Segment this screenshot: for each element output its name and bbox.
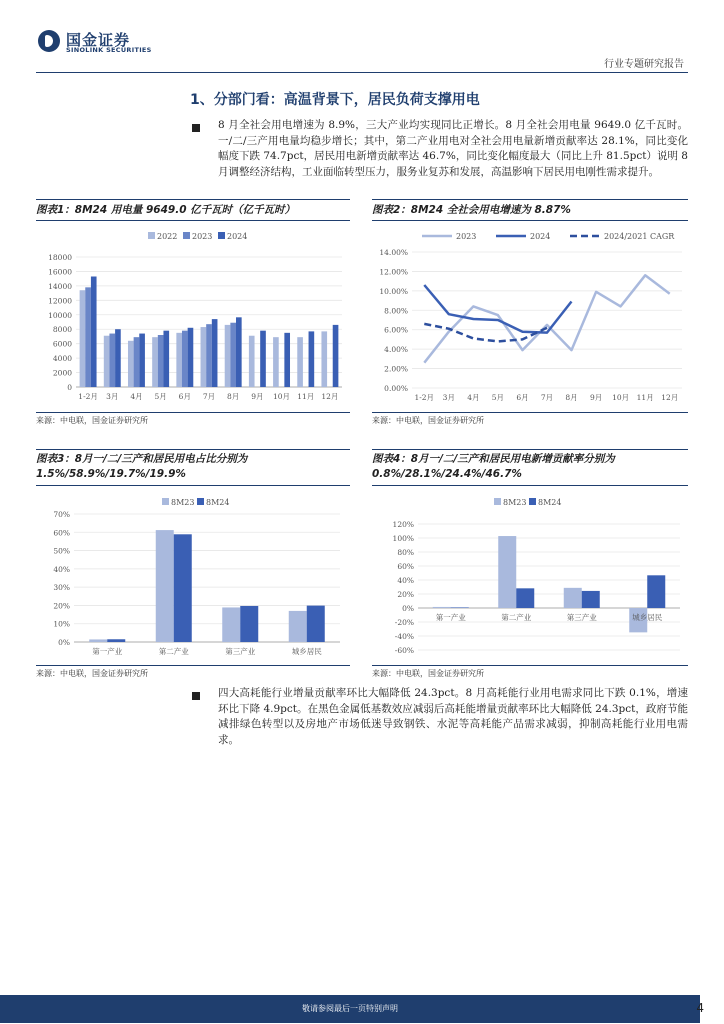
x-tick-label: 第一产业 bbox=[435, 613, 466, 622]
x-tick-label: 第二产业 bbox=[501, 613, 532, 622]
y-tick-label: 10.00% bbox=[379, 286, 408, 296]
bar-2022-7月 bbox=[201, 327, 207, 387]
x-tick-label: 6月 bbox=[516, 393, 529, 402]
y-tick-label: 12000 bbox=[48, 296, 72, 306]
x-tick-label: 12月 bbox=[661, 393, 679, 402]
legend-label-2: 2024/2021 CAGR bbox=[604, 232, 675, 241]
bar-8M23-第一产业 bbox=[89, 639, 107, 642]
bar-2022-6月 bbox=[176, 333, 182, 387]
bar-8M23-城乡居民 bbox=[289, 611, 307, 642]
bar-2022-4月 bbox=[128, 341, 134, 387]
y-tick-label: 2.00% bbox=[384, 364, 408, 374]
legend-swatch-1 bbox=[529, 498, 536, 505]
y-tick-label: 10000 bbox=[48, 310, 72, 320]
y-tick-label: 10% bbox=[53, 619, 70, 629]
x-tick-label: 5月 bbox=[491, 393, 505, 402]
fig4-top-rule bbox=[372, 449, 688, 450]
bar-2022-10月 bbox=[273, 337, 279, 387]
legend-label-2: 2024 bbox=[227, 232, 248, 241]
y-tick-label: 8000 bbox=[52, 325, 72, 335]
fig3-source-rule bbox=[36, 665, 350, 666]
footer-disclaimer-link[interactable]: 敬请参阅最后一页特别声明 bbox=[302, 1004, 398, 1013]
bar-2023-1-2月 bbox=[85, 287, 91, 387]
bar-2024-7月 bbox=[212, 319, 218, 387]
x-tick-label: 第三产业 bbox=[225, 647, 256, 656]
x-tick-label: 第一产业 bbox=[92, 647, 123, 656]
legend-label-1: 8M24 bbox=[538, 498, 562, 507]
bar-2024-1-2月 bbox=[91, 277, 97, 388]
bar-2024-9月 bbox=[260, 331, 266, 387]
bar-8M23-第一产业 bbox=[433, 607, 451, 608]
chart-contribution-by-sector bbox=[372, 490, 688, 664]
y-tick-label: 18000 bbox=[48, 253, 72, 262]
x-tick-label: 4月 bbox=[467, 393, 480, 402]
x-tick-label: 6月 bbox=[178, 392, 191, 401]
y-tick-label: 14000 bbox=[48, 281, 72, 291]
fig2-bottom-rule bbox=[372, 220, 688, 221]
x-tick-label: 1-2月 bbox=[78, 392, 98, 401]
y-tick-label: 14.00% bbox=[379, 248, 408, 257]
y-tick-label: 0% bbox=[402, 604, 414, 613]
bar-8M23-第三产业 bbox=[222, 607, 240, 642]
bar-2023-7月 bbox=[206, 324, 212, 387]
x-tick-label: 10月 bbox=[612, 393, 630, 402]
bar-8M24-第二产业 bbox=[174, 534, 192, 642]
bar-2022-5月 bbox=[152, 337, 158, 387]
chart-monthly-consumption bbox=[36, 224, 350, 410]
x-tick-label: 7月 bbox=[202, 392, 216, 401]
fig1-title: 图表1：8M24 用电量 9649.0 亿千瓦时（亿千瓦时） bbox=[36, 204, 296, 216]
legend-label-1: 8M24 bbox=[206, 498, 230, 507]
bar-2024-4月 bbox=[139, 334, 145, 387]
bar-2024-3月 bbox=[115, 329, 121, 387]
legend-label-1: 2024 bbox=[530, 232, 551, 241]
legend-swatch-2 bbox=[218, 232, 225, 239]
fig1-source-rule bbox=[36, 412, 350, 413]
y-tick-label: 12.00% bbox=[379, 267, 408, 277]
fig3-bottom-rule bbox=[36, 485, 350, 486]
y-tick-label: 0.00% bbox=[384, 384, 408, 393]
bar-8M24-第一产业 bbox=[451, 607, 469, 608]
bar-2024-6月 bbox=[188, 328, 194, 387]
bar-8M24-第三产业 bbox=[582, 591, 600, 608]
bar-8M24-第一产业 bbox=[107, 639, 125, 642]
bar-2024-5月 bbox=[163, 331, 169, 387]
bar-2024-11月 bbox=[309, 331, 315, 387]
x-tick-label: 9月 bbox=[251, 392, 264, 401]
bar-8M23-第二产业 bbox=[498, 536, 516, 608]
x-tick-label: 11月 bbox=[297, 392, 315, 401]
x-tick-label: 10月 bbox=[273, 392, 291, 401]
x-tick-label: 3月 bbox=[442, 393, 455, 402]
bar-2023-3月 bbox=[109, 334, 115, 387]
y-tick-label: 16000 bbox=[48, 267, 72, 277]
legend-label-1: 2023 bbox=[192, 232, 213, 241]
x-tick-label: 4月 bbox=[130, 392, 143, 401]
x-tick-label: 第三产业 bbox=[566, 613, 597, 622]
x-tick-label: 7月 bbox=[540, 393, 554, 402]
fig1-bottom-rule bbox=[36, 220, 350, 221]
fig4-bottom-rule bbox=[372, 485, 688, 486]
bar-2023-4月 bbox=[134, 337, 140, 387]
y-tick-label: 8.00% bbox=[384, 306, 408, 316]
bar-8M23-第三产业 bbox=[564, 588, 582, 608]
legend-swatch-1 bbox=[197, 498, 204, 505]
bar-2022-3月 bbox=[104, 336, 110, 387]
fig4-source-rule bbox=[372, 665, 688, 666]
document-type: 行业专题研究报告 bbox=[604, 59, 684, 70]
y-tick-label: -40% bbox=[394, 632, 414, 641]
y-tick-label: 30% bbox=[53, 583, 70, 593]
bar-8M23-第二产业 bbox=[156, 530, 174, 642]
x-tick-label: 8月 bbox=[227, 392, 240, 401]
paragraph-high-energy: 四大高耗能行业增量贡献率环比大幅降低 24.3pct。8 月高耗能行业用电需求同比下跌 0.1%，增速环比下降 4.9pct。在黑色金属低基数效应减弱后高耗能增量贡献率环比大幅降低 24.3pct，政府节能减排绿色转型以及房地产市场低迷导致钢铁、水泥等高耗能产品需求减弱，抑制高耗能行业用电需求。 bbox=[218, 687, 688, 746]
bullet-square-icon bbox=[192, 692, 200, 700]
fig2-top-rule bbox=[372, 199, 688, 200]
x-tick-label: 城乡居民 bbox=[291, 647, 322, 656]
y-tick-label: 2000 bbox=[52, 368, 72, 378]
bar-2023-6月 bbox=[182, 331, 188, 387]
bar-8M24-第二产业 bbox=[516, 588, 534, 608]
x-tick-label: 11月 bbox=[636, 393, 654, 402]
x-tick-label: 第二产业 bbox=[158, 647, 189, 656]
y-tick-label: 6.00% bbox=[384, 325, 408, 335]
section-title: 1、分部门看：高温背景下，居民负荷支撑用电 bbox=[190, 92, 480, 108]
y-tick-label: 20% bbox=[397, 590, 414, 599]
y-tick-label: 40% bbox=[397, 576, 414, 585]
x-tick-label: 3月 bbox=[106, 392, 119, 401]
fig1-source: 来源：中电联，国金证券研究所 bbox=[36, 416, 148, 425]
page-number: 4 bbox=[696, 1001, 704, 1015]
legend-label-0: 8M23 bbox=[503, 498, 527, 507]
chart-growth-rate bbox=[372, 224, 688, 410]
bar-2023-8月 bbox=[230, 323, 236, 387]
y-tick-label: 70% bbox=[53, 510, 70, 519]
bar-2024-12月 bbox=[333, 325, 339, 387]
y-tick-label: 40% bbox=[53, 564, 70, 574]
y-tick-label: 6000 bbox=[52, 339, 72, 349]
x-tick-label: 5月 bbox=[154, 392, 167, 401]
y-tick-label: 4000 bbox=[52, 354, 72, 364]
y-tick-label: 20% bbox=[53, 601, 70, 611]
bar-2022-11月 bbox=[297, 337, 303, 387]
y-tick-label: 80% bbox=[397, 548, 414, 557]
line-series-2024 bbox=[424, 285, 571, 333]
legend-swatch-1 bbox=[183, 232, 190, 239]
y-tick-label: 60% bbox=[53, 528, 70, 538]
x-tick-label: 12月 bbox=[321, 392, 339, 401]
y-tick-label: -20% bbox=[394, 618, 414, 627]
fig1-top-rule bbox=[36, 199, 350, 200]
bar-2022-8月 bbox=[225, 325, 231, 387]
fig4-title: 图表4：8月一/二/三产和居民用电新增贡献率分别为 0.8%/28.1%/24.4%/46.7% bbox=[372, 453, 615, 480]
bar-2024-10月 bbox=[284, 333, 290, 387]
legend-swatch-0 bbox=[162, 498, 169, 505]
y-tick-label: -60% bbox=[394, 646, 414, 655]
legend-label-0: 8M23 bbox=[171, 498, 195, 507]
fig3-source: 来源：中电联，国金证券研究所 bbox=[36, 669, 148, 678]
y-tick-label: 50% bbox=[53, 546, 70, 556]
bar-2023-5月 bbox=[158, 335, 164, 387]
fig2-source: 来源：中电联，国金证券研究所 bbox=[372, 416, 484, 425]
y-tick-label: 120% bbox=[392, 520, 414, 529]
x-tick-label: 城乡居民 bbox=[632, 613, 663, 622]
line-series-2023 bbox=[424, 275, 669, 362]
company-name-cn: 国金证券 bbox=[66, 31, 131, 49]
bar-2022-12月 bbox=[321, 331, 327, 387]
x-tick-label: 8月 bbox=[565, 393, 578, 402]
bar-8M24-城乡居民 bbox=[307, 606, 325, 642]
fig3-title: 图表3：8月一/二/三产和居民用电占比分别为 1.5%/58.9%/19.7%/19.9% bbox=[36, 453, 248, 480]
legend-label-0: 2022 bbox=[157, 232, 178, 241]
bar-2024-8月 bbox=[236, 317, 242, 387]
company-logo-icon bbox=[38, 30, 60, 52]
bar-8M24-城乡居民 bbox=[647, 575, 665, 608]
fig3-top-rule bbox=[36, 449, 350, 450]
x-tick-label: 9月 bbox=[589, 393, 603, 402]
company-name-en: SINOLINK SECURITIES bbox=[66, 46, 152, 54]
chart-share-by-sector bbox=[36, 490, 350, 664]
bar-8M24-第三产业 bbox=[240, 606, 258, 642]
bar-2022-1-2月 bbox=[80, 290, 86, 387]
fig2-source-rule bbox=[372, 412, 688, 413]
legend-swatch-0 bbox=[148, 232, 155, 239]
y-tick-label: 0 bbox=[67, 383, 72, 392]
fig4-source: 来源：中电联，国金证券研究所 bbox=[372, 669, 484, 678]
y-tick-label: 0% bbox=[58, 638, 70, 647]
legend-label-0: 2023 bbox=[456, 232, 477, 241]
fig2-title: 图表2：8M24 全社会用电增速为 8.87% bbox=[372, 204, 571, 216]
y-tick-label: 60% bbox=[397, 562, 414, 571]
header-divider bbox=[36, 72, 688, 73]
bar-2022-9月 bbox=[249, 336, 255, 387]
paragraph-summary: 8 月全社会用电增速为 8.9%，三大产业均实现同比正增长。8 月全社会用电量 9649.0 亿千瓦时。一/二/三产用电量均稳步增长；其中，第二产业用电对全社会用电量新增贡献率达 28.1%，同比变化幅度下跌 74.7pct，居民用电新增贡献率达 46.7%，同比变化幅度最大（同比上升 81.5pct）说明 8 月调整经济结构，工业面临转型压力，服务业复苏和发展，高温影响下居民用电刚性需求提升。 bbox=[218, 119, 688, 178]
x-tick-label: 1-2月 bbox=[414, 393, 435, 402]
y-tick-label: 4.00% bbox=[384, 345, 408, 355]
bullet-square-icon bbox=[192, 124, 200, 132]
legend-swatch-0 bbox=[494, 498, 501, 505]
y-tick-label: 100% bbox=[392, 534, 414, 543]
